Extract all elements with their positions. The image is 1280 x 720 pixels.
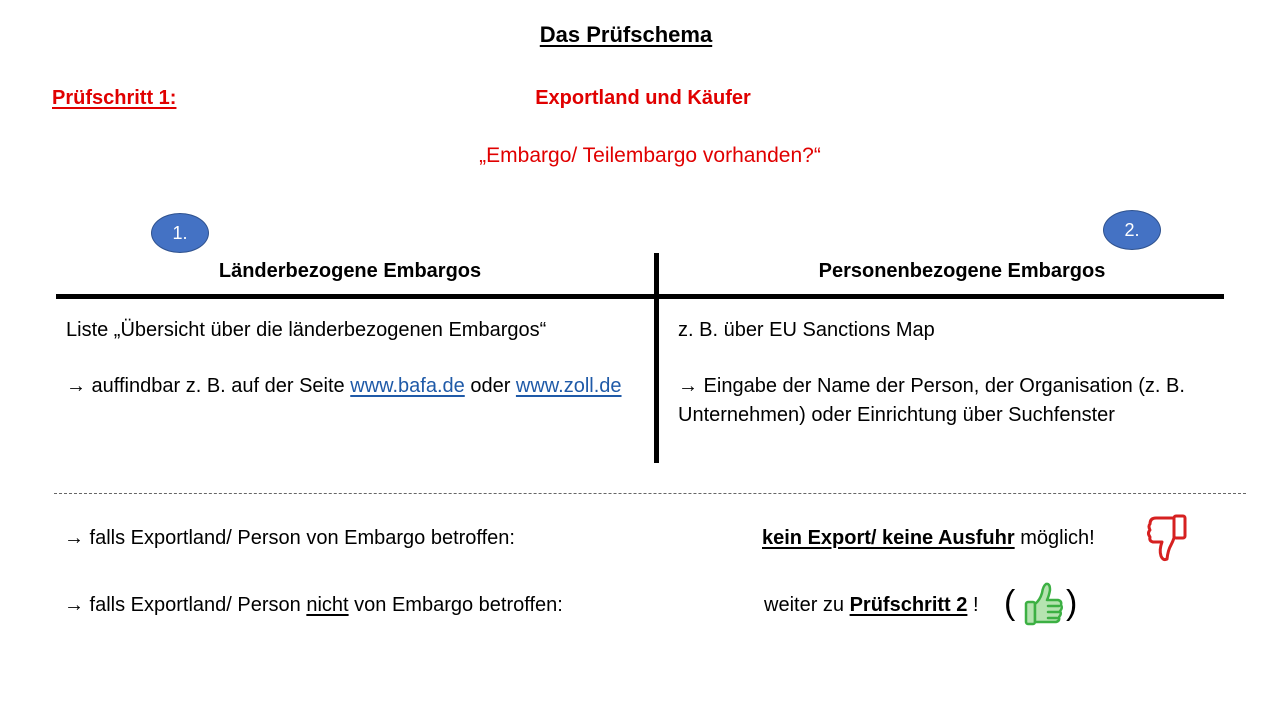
table-horizontal-divider xyxy=(56,294,1224,299)
column-heading-person: Personenbezogene Embargos xyxy=(818,260,1106,282)
country-embargo-source-text xyxy=(66,372,626,401)
table-vertical-divider xyxy=(654,253,659,463)
bafa-link[interactable]: www.bafa.de xyxy=(350,375,465,397)
number-badge-2: 2. xyxy=(1103,210,1161,250)
step-question: „Embargo/ Teilembargo vorhanden?“ xyxy=(479,144,821,167)
not-affected-suffix: von Embargo betroffen: xyxy=(348,594,563,616)
close-paren: ) xyxy=(1066,584,1078,622)
next-step-prefix: weiter zu xyxy=(764,594,850,616)
section-divider xyxy=(54,493,1246,494)
open-paren: ( xyxy=(1004,584,1016,622)
person-embargo-map-text: z. B. über EU Sanctions Map xyxy=(678,319,935,341)
not-affected-condition xyxy=(64,594,563,617)
affected-result-bold: kein Export/ keine Ausfuhr xyxy=(762,527,1015,549)
step-label: Prüfschritt 1: xyxy=(52,87,177,109)
not-affected-negation: nicht xyxy=(306,594,349,616)
person-embargo-search-text: → Eingabe der Name der Person, der Organisation (z. B. Unternehmen) oder Einrichtung über Suchfenster xyxy=(678,375,1185,426)
thumbs-up-icon xyxy=(1022,580,1066,633)
number-badge-1: 1. xyxy=(151,213,209,253)
affected-condition: → falls Exportland/ Person von Embargo betroffen: xyxy=(64,527,515,549)
next-step-link: Prüfschritt 2 xyxy=(849,594,968,616)
affected-result xyxy=(762,527,1095,550)
thumbs-up-group xyxy=(1004,578,1080,628)
country-embargo-list-text: Liste „Übersicht über die länderbezogenen Embargos“ xyxy=(66,319,547,341)
zoll-link[interactable]: www.zoll.de xyxy=(515,375,622,397)
country-source-connector: oder xyxy=(464,375,516,397)
page-title: Das Prüfschema xyxy=(539,22,713,47)
not-affected-prefix: → falls Exportland/ Person xyxy=(64,594,307,616)
step-title: Exportland und Käufer xyxy=(535,87,751,109)
next-step-suffix: ! xyxy=(967,594,979,616)
thumbs-down-icon xyxy=(1144,512,1190,564)
affected-result-rest: möglich! xyxy=(1014,527,1095,549)
column-heading-country: Länderbezogene Embargos xyxy=(218,260,482,282)
country-source-prefix: → auffindbar z. B. auf der Seite xyxy=(66,375,351,397)
not-affected-result xyxy=(764,594,979,617)
